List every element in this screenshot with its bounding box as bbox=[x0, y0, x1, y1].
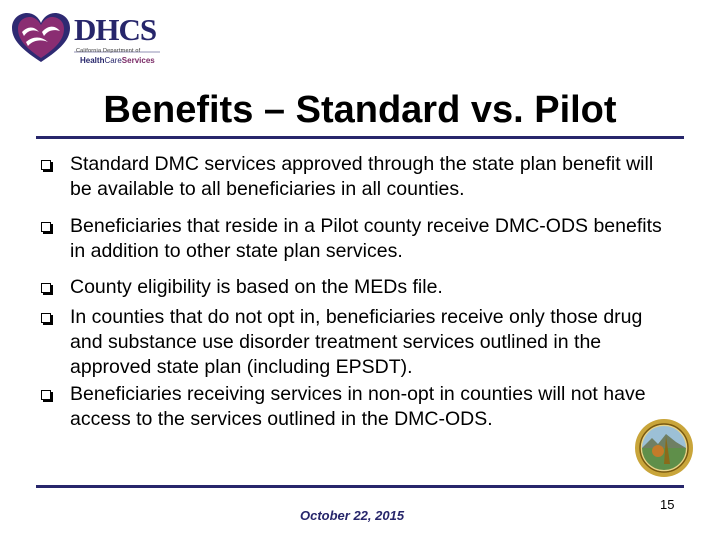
bullet-text: In counties that do not opt in, beneficiaries receive only those drug and substance use disorder treatment services outlined in the approved state plan (including EPSDT). bbox=[70, 306, 643, 378]
bullet-text: Standard DMC services approved through the state plan benefit will be available to all beneficiaries in all counties. bbox=[70, 153, 654, 200]
slide-title: Benefits – Standard vs. Pilot bbox=[103, 89, 617, 131]
logo-wordmark: DHCS bbox=[74, 12, 157, 47]
slide-date: October 22, 2015 bbox=[300, 508, 405, 523]
checkbox-bullet-icon bbox=[41, 283, 51, 293]
bullet-item bbox=[40, 305, 680, 380]
checkbox-bullet-icon bbox=[41, 160, 51, 170]
logo-org-services: Services bbox=[121, 56, 155, 65]
title-divider bbox=[36, 136, 684, 139]
state-seal-icon bbox=[634, 418, 694, 478]
checkbox-bullet-icon bbox=[41, 390, 51, 400]
bullet-item bbox=[40, 275, 680, 300]
logo-org-name bbox=[80, 56, 155, 65]
bullet-item bbox=[40, 152, 680, 202]
logo-org-care: Care bbox=[104, 56, 122, 65]
checkbox-bullet-icon bbox=[41, 313, 51, 323]
bullet-text: County eligibility is based on the MEDs file. bbox=[70, 276, 443, 298]
dhcs-logo bbox=[8, 8, 168, 68]
footer-divider bbox=[36, 485, 684, 488]
checkbox-bullet-icon bbox=[41, 222, 51, 232]
bullet-text: Beneficiaries receiving services in non-opt in counties will not have access to the services outlined in the DMC-ODS. bbox=[70, 383, 646, 430]
logo-tagline: California Department of bbox=[76, 48, 141, 54]
bullet-item bbox=[40, 382, 680, 432]
bullet-text: Beneficiaries that reside in a Pilot county receive DMC-ODS benefits in addition to other state plan services. bbox=[70, 215, 662, 262]
bullet-item bbox=[40, 214, 680, 264]
logo-org-health: Health bbox=[80, 56, 105, 65]
bullet-list bbox=[40, 152, 680, 432]
page-number: 15 bbox=[660, 497, 675, 512]
